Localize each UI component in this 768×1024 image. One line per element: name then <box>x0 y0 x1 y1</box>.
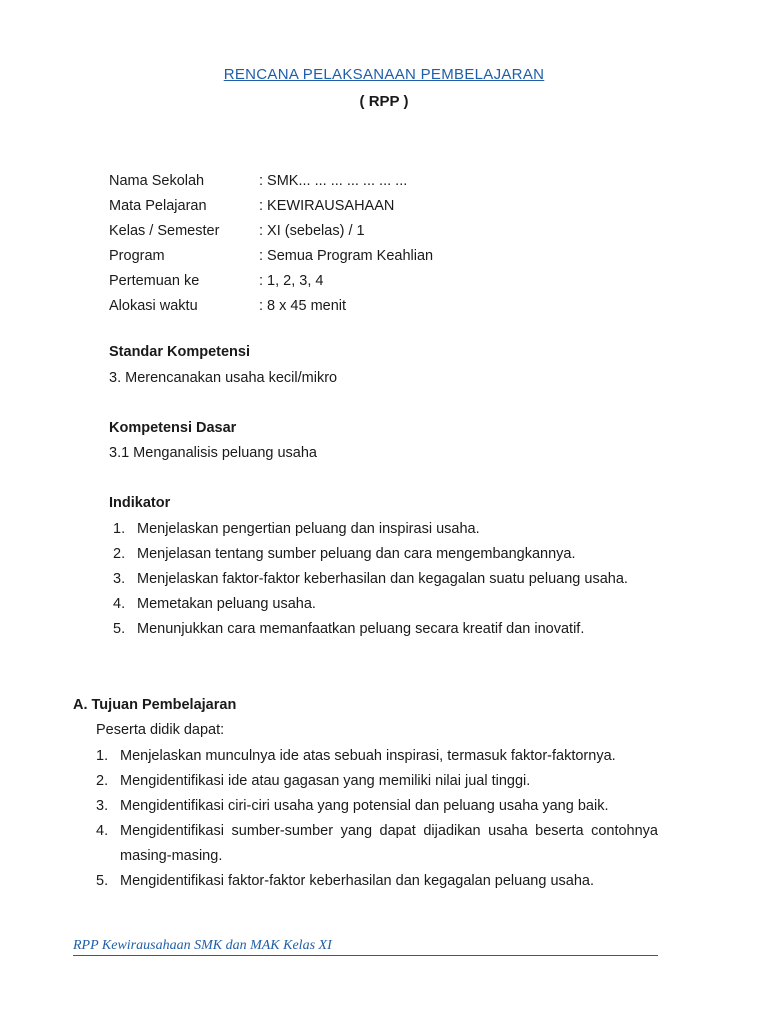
list-item <box>96 744 658 769</box>
list-item-number: 3. <box>96 798 109 814</box>
kompetensi-dasar-text: 3.1 Menganalisis peluang usaha <box>109 445 317 461</box>
standar-kompetensi-text: 3. Merencanakan usaha kecil/mikro <box>109 370 338 386</box>
info-row <box>109 168 433 193</box>
info-value: : 8 x 45 menit <box>259 297 347 314</box>
info-row <box>109 268 433 293</box>
indikator-list <box>113 517 658 642</box>
list-item-text: Menunjukkan cara memanfaatkan peluang secara kreatif dan inovatif. <box>137 621 585 637</box>
list-item-number: 5. <box>113 621 126 637</box>
info-label: Pertemuan ke <box>109 272 200 289</box>
info-value: : KEWIRAUSAHAAN <box>259 197 395 214</box>
list-item-number: 1. <box>113 521 126 537</box>
list-item <box>113 592 658 617</box>
info-label: Alokasi waktu <box>109 297 198 314</box>
info-row <box>109 243 433 268</box>
list-item-text: Memetakan peluang usaha. <box>137 596 316 612</box>
list-item <box>113 617 658 642</box>
standar-kompetensi-heading: Standar Kompetensi <box>109 344 250 360</box>
list-item-text: Menjelaskan pengertian peluang dan inspirasi usaha. <box>137 521 480 537</box>
tujuan-list <box>96 744 658 894</box>
list-item <box>113 542 658 567</box>
list-item <box>96 819 658 869</box>
info-value: : Semua Program Keahlian <box>259 247 434 264</box>
info-row <box>109 218 433 243</box>
document-title-text: RENCANA PELAKSANAAN PEMBELAJARAN <box>223 66 545 83</box>
info-value: : 1, 2, 3, 4 <box>259 272 324 289</box>
list-item-number: 5. <box>96 873 109 889</box>
list-item-number: 2. <box>96 773 109 789</box>
list-item-text: Menjelaskan munculnya ide atas sebuah inspirasi, termasuk faktor-faktornya. <box>120 748 616 764</box>
list-item-number: 4. <box>96 823 109 839</box>
list-item-number: 1. <box>96 748 109 764</box>
tujuan-intro: Peserta didik dapat: <box>96 722 225 738</box>
list-item-number: 4. <box>113 596 126 612</box>
info-row <box>109 193 433 218</box>
list-item-text: Mengidentifikasi ide atau gagasan yang memiliki nilai jual tinggi. <box>120 773 531 789</box>
document-title <box>0 66 768 83</box>
tujuan-pembelajaran-heading: A. Tujuan Pembelajaran <box>73 697 237 713</box>
info-label: Program <box>109 247 165 264</box>
list-item-text: Menjelaskan faktor-faktor keberhasilan dan kegagalan suatu peluang usaha. <box>137 571 628 587</box>
info-row <box>109 293 433 318</box>
list-item-text: Menjelasan tentang sumber peluang dan cara mengembangkannya. <box>137 546 576 562</box>
indikator-heading: Indikator <box>109 495 171 511</box>
list-item <box>113 567 658 592</box>
list-item-text: Mengidentifikasi ciri-ciri usaha yang potensial dan peluang usaha yang baik. <box>120 798 609 814</box>
list-item-number: 3. <box>113 571 126 587</box>
info-label: Nama Sekolah <box>109 172 205 189</box>
list-item <box>96 769 658 794</box>
info-label: Mata Pelajaran <box>109 197 207 214</box>
page-footer: RPP Kewirausahaan SMK dan MAK Kelas XI <box>73 938 658 956</box>
info-value: : SMK... ... ... ... ... ... ... <box>259 172 408 189</box>
document-subtitle: ( RPP ) <box>359 93 409 110</box>
info-value: : XI (sebelas) / 1 <box>259 222 365 239</box>
list-item <box>96 869 658 894</box>
list-item-text: Mengidentifikasi faktor-faktor keberhasilan dan kegagalan peluang usaha. <box>120 873 594 889</box>
kompetensi-dasar-heading: Kompetensi Dasar <box>109 420 237 436</box>
list-item <box>96 794 658 819</box>
list-item-number: 2. <box>113 546 126 562</box>
info-label: Kelas / Semester <box>109 222 220 239</box>
list-item-text: Mengidentifikasi sumber-sumber yang dapat dijadikan usaha beserta contohnya masing-masing. <box>120 823 658 864</box>
list-item <box>113 517 658 542</box>
identity-table <box>109 168 433 318</box>
